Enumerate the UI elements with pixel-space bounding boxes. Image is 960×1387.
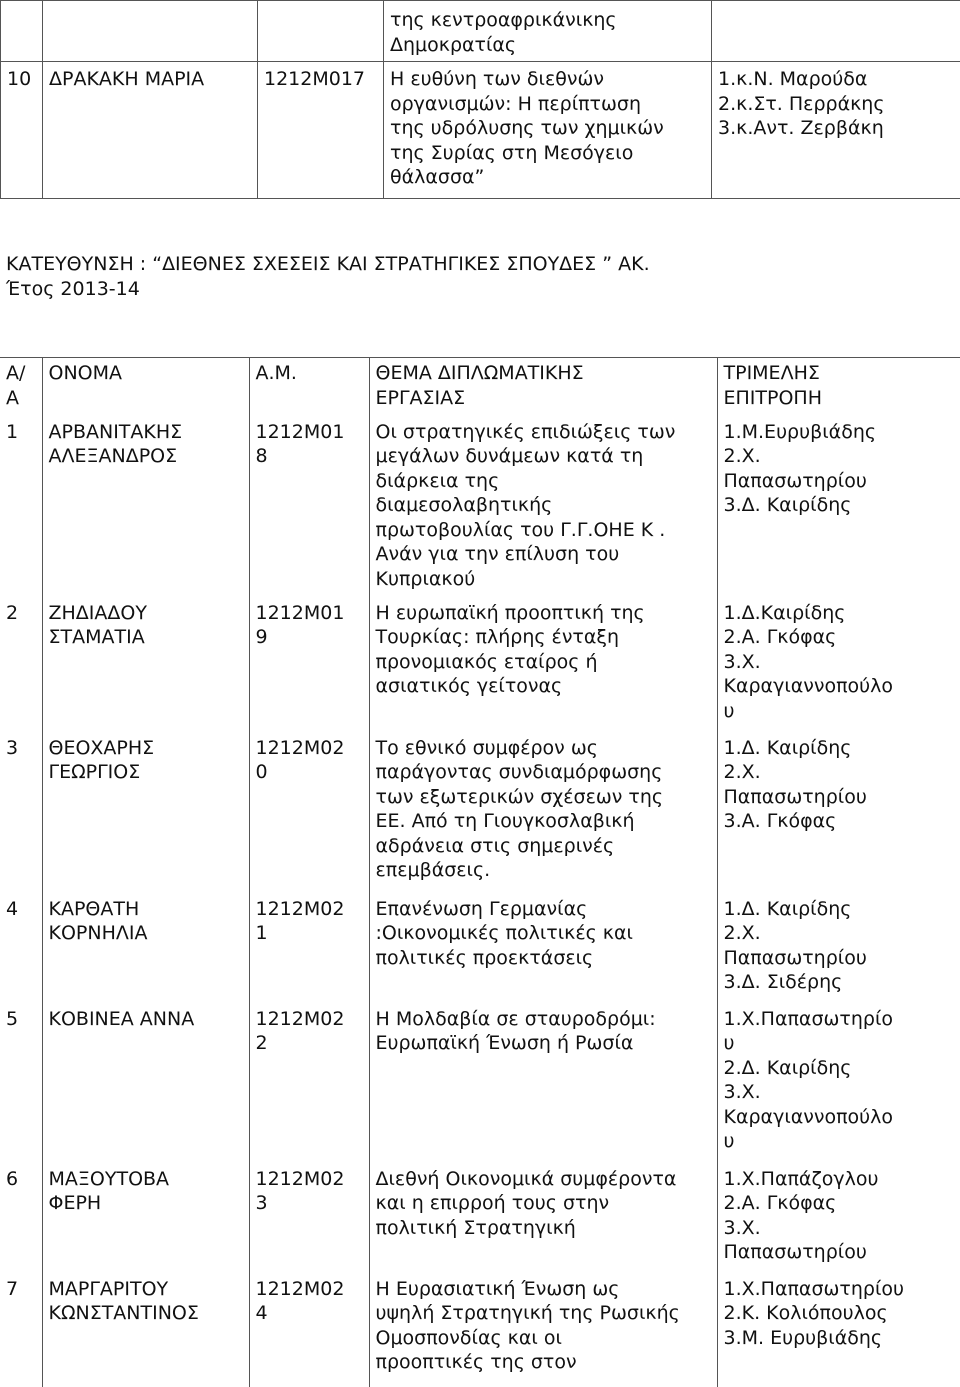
- student-name: ΖΗΔΙΑΔΟΥ ΣΤΑΜΑΤΙΑ: [42, 601, 249, 736]
- table-row: [0, 897, 960, 1007]
- cell-empty: [43, 1, 258, 62]
- section-heading-line1: ΚΑΤΕΥΘΥΝΣΗ : “ΔΙΕΘΝΕΣ ΣΧΕΣΕΙΣ ΚΑΙ ΣΤΡΑΤΗΓΙΚΕΣ ΣΠΟΥΔΕΣ ” ΑΚ.: [6, 252, 946, 277]
- thesis-title: της κεντροαφρικάνικης Δημοκρατίας: [384, 1, 712, 62]
- committee: 1.Δ. Καιρίδης 2.Χ. Παπασωτηρίου 3.Δ. Σιδέρης: [717, 897, 960, 1007]
- table-row: [1, 1, 960, 62]
- thesis-title: Οι στρατηγικές επιδιώξεις των μεγάλων δυνάμεων κατά τη διάρκεια της διαμεσολαβητικής πρωτοβουλίας του Γ.Γ.ΟΗΕ Κ . Ανάν για την επίλυση του Κυπριακού: [369, 420, 717, 601]
- student-id: 1212Μ01 9: [249, 601, 369, 736]
- header-code: Α.Μ.: [249, 358, 369, 420]
- thesis-title: Επανένωση Γερμανίας :Οικονομικές πολιτικές και πολιτικές προεκτάσεις: [369, 897, 717, 1007]
- table-row: [0, 1167, 960, 1277]
- section-heading: [6, 252, 946, 302]
- thesis-title: Η Ευρασιατική Ένωση ως υψηλή Στρατηγική της Ρωσικής Ομοσπονδίας και οι προοπτικές της στον: [369, 1277, 717, 1387]
- row-number: 5: [0, 1007, 42, 1167]
- committee: 1.κ.Ν. Μαρούδα 2.κ.Στ. Περράκης 3.κ.Αντ. Ζερβάκη: [712, 62, 960, 199]
- table-row: [1, 62, 960, 199]
- student-id: 1212Μ017: [258, 62, 384, 199]
- committee: 1.Χ.Παπασωτηρίου 2.Κ. Κολιόπουλος 3.Μ. Ευρυβιάδης: [717, 1277, 960, 1387]
- student-name: ΜΑΡΓΑΡΙΤΟΥ ΚΩΝΣΤΑΝΤΙΝΟΣ: [42, 1277, 249, 1387]
- header-num: Α/ Α: [0, 358, 42, 420]
- thesis-title: Διεθνή Οικονομικά συμφέροντα και η επιρροή τους στην πολιτική Στρατηγική: [369, 1167, 717, 1277]
- academic-year: Έτος 2013-14: [6, 277, 946, 302]
- row-number: 2: [0, 601, 42, 736]
- student-name: ΚΑΡΘΑΤΗ ΚΟΡΝΗΛΙΑ: [42, 897, 249, 1007]
- student-name: ΔΡΑΚΑΚΗ ΜΑΡΙΑ: [43, 62, 258, 199]
- header-name: ΟΝΟΜΑ: [42, 358, 249, 420]
- row-number: 4: [0, 897, 42, 1007]
- theses-table: [0, 357, 960, 1387]
- student-id: 1212Μ02 4: [249, 1277, 369, 1387]
- cell-empty: [1, 1, 43, 62]
- student-id: 1212Μ01 8: [249, 420, 369, 601]
- cell-empty: [712, 1, 960, 62]
- thesis-title: Η Μολδαβία σε σταυροδρόμι: Ευρωπαϊκή Ένωση ή Ρωσία: [369, 1007, 717, 1167]
- table-row: [0, 420, 960, 601]
- committee: 1.Δ. Καιρίδης 2.Χ. Παπασωτηρίου 3.Α. Γκόφας: [717, 736, 960, 897]
- committee: 1.Δ.Καιρίδης 2.Α. Γκόφας 3.Χ. Καραγιαννοπούλο υ: [717, 601, 960, 736]
- student-id: 1212Μ02 1: [249, 897, 369, 1007]
- row-number: 7: [0, 1277, 42, 1387]
- row-number: 3: [0, 736, 42, 897]
- thesis-title: Η ευρωπαϊκή προοπτική της Τουρκίας: πλήρης ένταξη προνομιακός εταίρος ή ασιατικός γείτονας: [369, 601, 717, 736]
- student-name: ΚΟΒΙΝΕΑ ΑΝΝΑ: [42, 1007, 249, 1167]
- student-name: ΑΡΒΑΝΙΤΑΚΗΣ ΑΛΕΞΑΝΔΡΟΣ: [42, 420, 249, 601]
- previous-programme-table: [0, 0, 960, 199]
- student-name: ΘΕΟΧΑΡΗΣ ΓΕΩΡΓΙΟΣ: [42, 736, 249, 897]
- header-title: ΘΕΜΑ ΔΙΠΛΩΜΑΤΙΚΗΣ ΕΡΓΑΣΙΑΣ: [369, 358, 717, 420]
- row-number: 10: [1, 62, 43, 199]
- header-committee: ΤΡΙΜΕΛΗΣ ΕΠΙΤΡΟΠΗ: [717, 358, 960, 420]
- table-header-row: [0, 358, 960, 420]
- thesis-title: Η ευθύνη των διεθνών οργανισμών: Η περίπτωση της υδρόλυσης των χημικών της Συρίας στη Μεσόγειο θάλασσα”: [384, 62, 712, 199]
- committee: 1.Χ.Παπασωτηρίο υ 2.Δ. Καιρίδης 3.Χ. Καραγιαννοπούλο υ: [717, 1007, 960, 1167]
- table-row: [0, 1007, 960, 1167]
- table-row: [0, 601, 960, 736]
- row-number: 1: [0, 420, 42, 601]
- table-row: [0, 1277, 960, 1387]
- student-name: ΜΑΞΟΥΤΟΒΑ ΦΕΡΗ: [42, 1167, 249, 1277]
- student-id: 1212Μ02 0: [249, 736, 369, 897]
- cell-empty: [258, 1, 384, 62]
- committee: 1.Χ.Παπάζογλου 2.Α. Γκόφας 3.Χ. Παπασωτηρίου: [717, 1167, 960, 1277]
- committee: 1.Μ.Ευρυβιάδης 2.Χ. Παπασωτηρίου 3.Δ. Καιρίδης: [717, 420, 960, 601]
- thesis-title: Το εθνικό συμφέρον ως παράγοντας συνδιαμόρφωσης των εξωτερικών σχέσεων της ΕΕ. Από τη Γιουγκοσλαβική αδράνεια στις σημερινές επεμβάσεις.: [369, 736, 717, 897]
- row-number: 6: [0, 1167, 42, 1277]
- table-row: [0, 736, 960, 897]
- student-id: 1212Μ02 3: [249, 1167, 369, 1277]
- student-id: 1212Μ02 2: [249, 1007, 369, 1167]
